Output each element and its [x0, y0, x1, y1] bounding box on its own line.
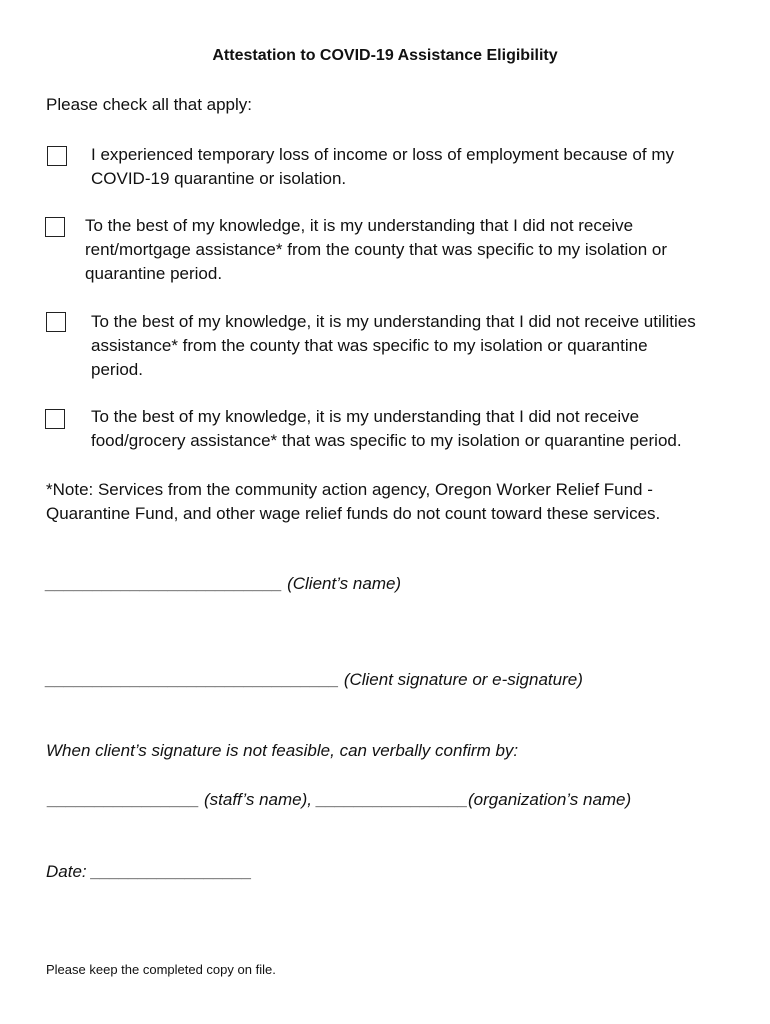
staff-organization-field[interactable]: ________________ (staff’s name), ________________(organization’s name) — [48, 790, 632, 809]
item-text-line: I experienced temporary loss of income or loss of employment because of my — [91, 145, 674, 164]
item-text-line: To the best of my knowledge, it is my understanding that I did not receive — [85, 216, 634, 235]
note — [46, 478, 660, 526]
page-title: Attestation to COVID-19 Assistance Eligibility — [212, 47, 558, 64]
footer-note: Please keep the completed copy on file. — [46, 962, 276, 977]
item-text-line: To the best of my knowledge, it is my understanding that I did not receive — [91, 407, 640, 426]
checkbox-food-grocery[interactable] — [45, 409, 65, 429]
item-text-line: quarantine period. — [85, 264, 223, 283]
checkbox-rent-mortgage[interactable] — [45, 217, 65, 237]
client-signature-field[interactable]: _______________________________ (Client signature or e-signature) — [46, 670, 583, 689]
item-text-line: food/grocery assistance* that was specific to my isolation or quarantine period. — [91, 431, 682, 450]
verbal-confirm-prompt: When client’s signature is not feasible, can verbally confirm by: — [46, 741, 519, 760]
item-rent-mortgage — [85, 214, 667, 286]
date-field[interactable]: Date: _________________ — [46, 862, 253, 881]
checkbox-income-loss[interactable] — [47, 146, 67, 166]
note-line: Quarantine Fund, and other wage relief funds do not count toward these services. — [46, 504, 661, 523]
item-text-line: To the best of my knowledge, it is my understanding that I did not receive utilities — [91, 312, 696, 331]
item-income-loss — [91, 143, 674, 191]
checkbox-utilities[interactable] — [46, 312, 66, 332]
instructions: Please check all that apply: — [46, 95, 253, 114]
item-text-line: COVID-19 quarantine or isolation. — [91, 169, 347, 188]
item-food-grocery — [91, 405, 682, 453]
item-text-line: period. — [91, 360, 143, 379]
item-text-line: assistance* from the county that was specific to my isolation or quarantine — [91, 336, 648, 355]
note-line: *Note: Services from the community action agency, Oregon Worker Relief Fund - — [46, 480, 653, 499]
item-utilities — [91, 310, 696, 382]
client-name-field[interactable]: _________________________ (Client’s name) — [46, 574, 402, 593]
item-text-line: rent/mortgage assistance* from the county that was specific to my isolation or — [85, 240, 668, 259]
